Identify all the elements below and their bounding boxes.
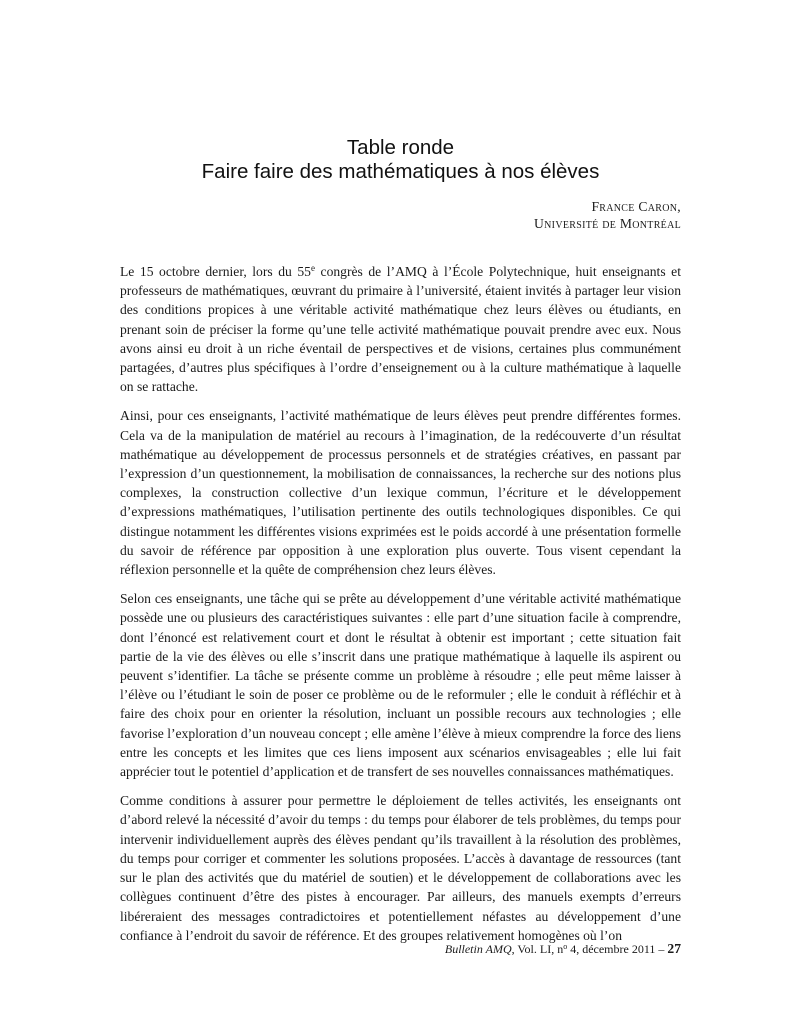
page-footer [445, 941, 681, 957]
paragraph-4: Comme conditions à assurer pour permettre le déploiement de telles activités, les enseignants ont d’abord relevé la nécessité d’avoir du temps : du temps pour élaborer de tels problèmes, du temps pour intervenir individuellement auprès des élèves pendant qu’ils travaillent à la résolution des problèmes, du temps pour corriger et commenter les solutions proposées. L’accès à davantage de ressources (tant sur le plan des activités que du matériel de soutien) et le développement de collaborations avec les collègues continuent d’être des pistes à encourager. Par ailleurs, des manuels exempts d’erreurs libéreraient des messages contradictoires et potentiellement néfastes au développement d’une confiance à l’endroit du savoir de référence. Et des groupes relativement homogènes où l’on [120, 793, 681, 943]
document-page [120, 0, 681, 1024]
footer-separator: – [655, 942, 668, 956]
paragraph-1-rest: congrès de l’AMQ à l’École Polytechnique, huit enseignants et professeurs de mathématiques, œuvrant du primaire à l’université, étaient invités à partager leur vision des conditions propices à une véritable activité mathématique chez leurs élèves ou étudiants, en prenant soin de préciser la forme qu’une telle activité mathématique pouvait prendre avec eux. Nous avons ainsi eu droit à un riche éventail de perspectives et de visions, certaines plus communément partagées, d’autres plus spécifiques à l’ordre d’enseignement ou à la culture mathématique à laquelle on se rattache. [120, 264, 681, 395]
title-line-1: Table ronde [346, 136, 455, 159]
title-line-2: Faire faire des mathématiques à nos élèves [201, 160, 600, 183]
article-title [120, 136, 681, 184]
page-number: 27 [667, 941, 681, 956]
journal-volume: , Vol. LI, n [511, 942, 564, 956]
paragraph-1 [120, 262, 681, 396]
paragraph-3: Selon ces enseignants, une tâche qui se prête au développement d’une véritable activité mathématique possède une ou plusieurs des caractéristiques suivantes : elle part d’une situation facile à comprendre, dont l’énoncé est relativement court et dont le résultat à obtenir est important ; cette situation fait partie de la vie des élèves ou elle s’inscrit dans une pratique mathématique à laquelle ils aspirent ou peuvent s’identifier. La tâche se présente comme un problème à résoudre ; elle peut même laisser à l’élève ou l’étudiant le soin de poser ce problème ou de le reformuler ; elle le conduit à réfléchir et à faire des choix pour en orienter la résolution, incluant un possible recours aux technologies ; elle favorise l’exploration d’un nouveau concept ; elle amène l’élève à mieux comprendre la force des liens entre les concepts et les limites que ces liens imposent aux scénarios envisageables ; elle lui fait apprécier tout le potentiel d’application et de transfert de ses nouvelles connaissances mathématiques. [120, 591, 681, 780]
author-block [534, 199, 681, 232]
author-affiliation: Université de Montréal [534, 215, 681, 231]
article-body [120, 262, 681, 955]
paragraph-2: Ainsi, pour ces enseignants, l’activité mathématique de leurs élèves peut prendre différentes formes. Cela va de la manipulation de matériel au recours à l’imagination, de la redécouverte d’un résultat mathématique au développement de processus personnels et de stratégies créatives, en passant par l’expression d’un questionnement, la mobilisation de connaissances, la recherche sur des notions plus complexes, la construction collective d’un lexique commun, l’écriture et le développement d’expressions mathématiques, l’utilisation pertinente des outils technologiques disponibles. Ce qui distingue notamment les différentes visions exprimées est le poids accordé à une présentation formelle du savoir de référence par opposition à une exploration plus ouverte. Tous visent cependant la réflexion personnelle et la quête de compréhension chez leurs élèves. [120, 408, 681, 578]
number-superscript: o [563, 942, 568, 951]
author-name: France Caron, [591, 199, 681, 214]
ordinal-superscript: e [310, 263, 315, 273]
journal-issue: 4, décembre 2011 [567, 942, 656, 956]
journal-name: Bulletin AMQ [444, 942, 512, 956]
paragraph-1-start: Le 15 octobre dernier, lors du 55 [120, 264, 311, 279]
